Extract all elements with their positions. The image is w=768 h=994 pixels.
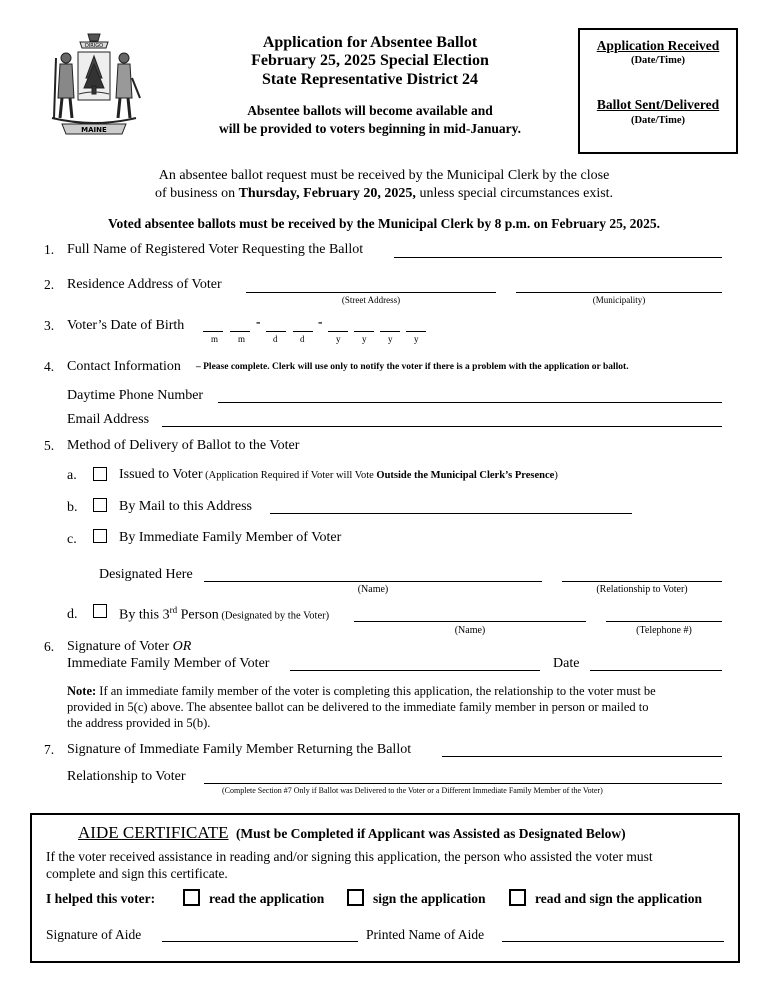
item5-label: Method of Delivery of Ballot to the Voter xyxy=(67,438,300,453)
aide-instructions-line1: If the voter received assistance in reading and/or signing this application, the person who assisted the voter must xyxy=(46,849,653,864)
option-a-letter: a. xyxy=(67,468,77,483)
district-name: State Representative District 24 xyxy=(261,71,479,88)
dob-day-digit-1[interactable] xyxy=(266,331,286,332)
dob-month-digit-2[interactable] xyxy=(230,331,250,332)
email-address-field[interactable] xyxy=(162,426,722,427)
issued-to-voter-checkbox[interactable] xyxy=(93,467,107,481)
third-person-telephone-field[interactable] xyxy=(606,621,722,622)
item6-number: 6. xyxy=(44,639,55,654)
item4-label: Contact Information xyxy=(67,359,181,374)
dob-letter-m1: m xyxy=(211,334,219,344)
read-and-sign-checkbox[interactable] xyxy=(509,889,526,906)
dob-letter-y1: y xyxy=(336,334,341,344)
aide-signature-label: Signature of Aide xyxy=(46,927,142,942)
signature-date-label: Date xyxy=(553,656,580,671)
clerk-receipt-box xyxy=(578,28,738,154)
dob-letter-m2: m xyxy=(238,334,246,344)
designated-name-caption: (Name) xyxy=(357,584,389,595)
dob-letter-d1: d xyxy=(273,334,278,344)
option-c-letter: c. xyxy=(67,532,77,547)
returning-member-signature-field[interactable] xyxy=(442,756,722,757)
sign-application-label: sign the application xyxy=(373,891,486,906)
form-title: Application for Absentee Ballot xyxy=(262,34,478,51)
item6-label-line1: Signature of Voter OR xyxy=(67,639,192,654)
third-person-label: By this 3rd Person (Designated by the Voter) xyxy=(119,605,330,623)
municipality-field[interactable] xyxy=(516,292,722,293)
dob-year-digit-4[interactable] xyxy=(406,331,426,332)
dob-year-digit-2[interactable] xyxy=(354,331,374,332)
dob-year-digit-3[interactable] xyxy=(380,331,400,332)
daytime-phone-field[interactable] xyxy=(218,402,722,403)
family-member-label: By Immediate Family Member of Voter xyxy=(119,530,342,545)
by-mail-checkbox[interactable] xyxy=(93,498,107,512)
intro-line1: An absentee ballot request must be received by the Municipal Clerk by the close xyxy=(158,168,610,183)
dob-letter-y2: y xyxy=(362,334,367,344)
voter-full-name-field[interactable] xyxy=(394,257,722,258)
item6-label-line2: Immediate Family Member of Voter xyxy=(67,656,270,671)
relationship-to-voter-field[interactable] xyxy=(562,581,722,582)
municipality-caption: (Municipality) xyxy=(592,295,646,305)
aide-certificate-subtitle: (Must be Completed if Applicant was Assisted as Designated Below) xyxy=(235,826,626,841)
seal-icon xyxy=(44,28,144,138)
sign-application-checkbox[interactable] xyxy=(347,889,364,906)
read-and-sign-label: read and sign the application xyxy=(535,891,703,906)
email-address-label: Email Address xyxy=(67,412,150,427)
designated-here-label: Designated Here xyxy=(99,567,193,582)
issued-to-voter-label: Issued to Voter (Application Required if Voter will Vote Outside the Municipal Clerk’s Presence) xyxy=(119,467,558,482)
dob-day-digit-2[interactable] xyxy=(293,331,313,332)
ballot-sent-label: Ballot Sent/Delivered xyxy=(596,97,720,112)
voter-signature-field[interactable] xyxy=(290,670,540,671)
note-line1: Note: If an immediate family member of the voter is completing this application, the relationship to the voter must be xyxy=(67,684,656,698)
dob-letter-y3: y xyxy=(388,334,393,344)
telephone-caption: (Telephone #) xyxy=(636,625,692,636)
dob-year-digit-1[interactable] xyxy=(328,331,348,332)
seal-state-name: MAINE xyxy=(81,126,107,134)
dob-separator-1: - xyxy=(256,314,261,329)
by-mail-label: By Mail to this Address xyxy=(119,499,253,514)
third-person-name-field[interactable] xyxy=(354,621,586,622)
item1-number: 1. xyxy=(44,242,55,257)
item3-number: 3. xyxy=(44,318,55,333)
aide-printed-name-field[interactable] xyxy=(502,941,724,942)
item7-label: Signature of Immediate Family Member Returning the Ballot xyxy=(67,742,412,757)
returning-member-relationship-field[interactable] xyxy=(204,783,722,784)
aide-certificate-heading xyxy=(78,823,626,843)
aide-certificate-box xyxy=(30,813,740,963)
election-date: February 25, 2025 Special Election xyxy=(251,52,489,69)
dob-month-digit-1[interactable] xyxy=(203,331,223,332)
relationship-label: Relationship to Voter xyxy=(67,769,186,784)
aide-certificate-title: AIDE CERTIFICATE xyxy=(78,823,229,842)
aide-signature-field[interactable] xyxy=(162,941,358,942)
item7-number: 7. xyxy=(44,742,55,757)
item2-number: 2. xyxy=(44,277,55,292)
item4-number: 4. xyxy=(44,359,55,374)
third-person-checkbox[interactable] xyxy=(93,604,107,618)
option-b-letter: b. xyxy=(67,500,78,515)
note-line3: the address provided in 5(b). xyxy=(67,716,211,730)
availability-notice-line2: will be provided to voters beginning in mid-January. xyxy=(218,121,522,136)
street-address-caption: (Street Address) xyxy=(341,295,401,305)
dob-letter-d2: d xyxy=(300,334,305,344)
aide-printed-name-label: Printed Name of Aide xyxy=(366,927,485,942)
aide-instructions-line2: complete and sign this certificate. xyxy=(46,866,228,881)
designated-family-name-field[interactable] xyxy=(204,581,542,582)
application-received-label: Application Received xyxy=(596,38,720,53)
received-date-time-caption: (Date/Time) xyxy=(630,55,686,66)
street-address-field[interactable] xyxy=(246,292,496,293)
note-line2: provided in 5(c) above. The absentee ballot can be delivered to the immediate family member in person or mailed to xyxy=(67,700,649,714)
family-member-checkbox[interactable] xyxy=(93,529,107,543)
sent-date-time-caption: (Date/Time) xyxy=(630,115,686,126)
availability-notice-line1: Absentee ballots will become available and xyxy=(247,103,493,118)
intro-line2: of business on Thursday, February 20, 2025, unless special circumstances exist. xyxy=(154,186,614,201)
maine-state-seal xyxy=(44,28,144,138)
section7-note: (Complete Section #7 Only if Ballot was Delivered to the Voter or a Different Immediate Family Member of the Voter) xyxy=(222,786,603,795)
read-application-checkbox[interactable] xyxy=(183,889,200,906)
dob-separator-2: - xyxy=(318,314,323,329)
item3-label: Voter’s Date of Birth xyxy=(67,318,185,333)
voted-ballot-deadline: Voted absentee ballots must be received by the Municipal Clerk by 8 p.m. on February 25, 2025. xyxy=(108,216,660,231)
mail-address-field[interactable] xyxy=(270,513,632,514)
item1-label: Full Name of Registered Voter Requesting the Ballot xyxy=(67,242,364,257)
seal-motto: DIRIGO xyxy=(84,43,104,49)
item5-number: 5. xyxy=(44,438,55,453)
third-person-name-caption: (Name) xyxy=(454,625,486,636)
dob-letter-y4: y xyxy=(414,334,419,344)
item2-label: Residence Address of Voter xyxy=(67,277,222,292)
signature-date-field[interactable] xyxy=(590,670,722,671)
contact-info-note: – Please complete. Clerk will use only to notify the voter if there is a problem with the application or ballot. xyxy=(196,362,629,372)
option-d-letter: d. xyxy=(67,607,78,622)
read-application-label: read the application xyxy=(209,891,325,906)
daytime-phone-label: Daytime Phone Number xyxy=(67,388,204,403)
helped-voter-label: I helped this voter: xyxy=(46,891,156,906)
relationship-caption: (Relationship to Voter) xyxy=(596,584,688,595)
